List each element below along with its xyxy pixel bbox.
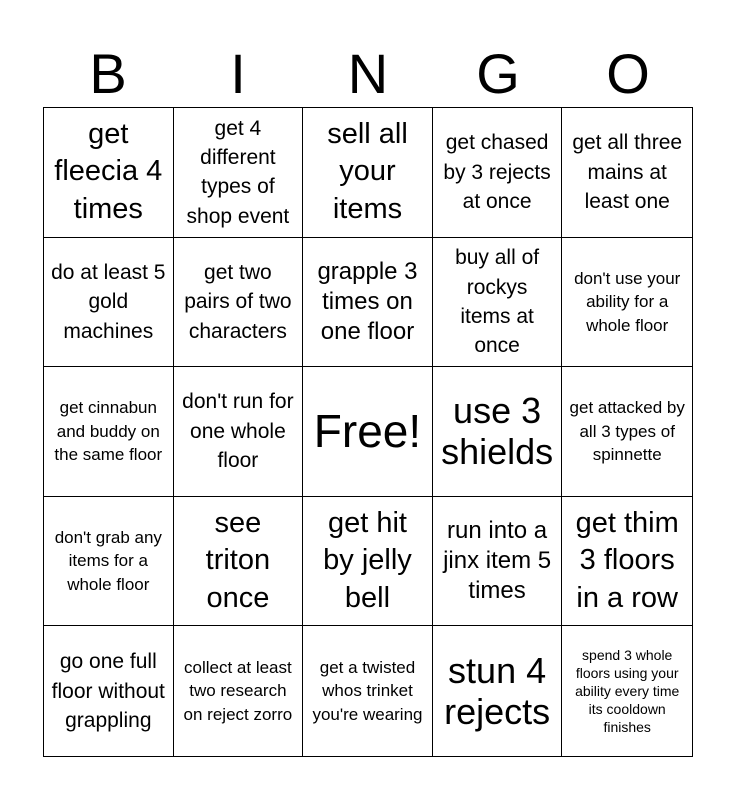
bingo-cell[interactable] xyxy=(174,238,304,368)
cell-text: go one full floor without grappling xyxy=(51,650,165,732)
bingo-cell[interactable] xyxy=(44,238,174,368)
bingo-header xyxy=(43,40,693,108)
header-letter-g: G xyxy=(476,42,520,105)
cell-text: get a twisted whos trinket you're wearing xyxy=(312,658,423,724)
cell-text: get cinnabun and buddy on the same floor xyxy=(54,398,163,465)
bingo-cell[interactable] xyxy=(562,367,692,497)
cell-text: stun 4 rejects xyxy=(444,649,551,733)
bingo-cell[interactable] xyxy=(44,108,174,238)
header-letter-o: O xyxy=(606,42,650,105)
cell-text: collect at least two research on reject zorro xyxy=(183,658,293,724)
cell-text: grapple 3 times on one floor xyxy=(317,257,418,345)
bingo-cell[interactable] xyxy=(303,497,433,627)
cell-text: get chased by 3 rejects at once xyxy=(443,131,551,213)
bingo-cell[interactable] xyxy=(433,367,563,497)
bingo-cell[interactable] xyxy=(303,108,433,238)
bingo-cell[interactable] xyxy=(433,238,563,368)
header-letter-i: I xyxy=(230,42,246,105)
bingo-cell[interactable] xyxy=(433,108,563,238)
cell-text: don't run for one whole floor xyxy=(182,390,294,473)
bingo-cell[interactable] xyxy=(44,626,174,756)
bingo-cell[interactable] xyxy=(174,497,304,627)
cell-text: spend 3 whole floors using your ability every time its cooldown finishes xyxy=(575,646,680,736)
bingo-cell[interactable] xyxy=(303,238,433,368)
header-letter-b: B xyxy=(89,42,127,105)
cell-text: get 4 different types of shop event xyxy=(186,116,290,228)
cell-text: do at least 5 gold machines xyxy=(51,260,166,343)
cell-text: don't use your ability for a whole floor xyxy=(574,268,681,335)
cell-text: don't grab any items for a whole floor xyxy=(54,527,162,594)
cell-text: use 3 shields xyxy=(441,390,554,473)
bingo-cell[interactable] xyxy=(562,497,692,627)
bingo-board xyxy=(43,107,693,757)
cell-text: get hit by jelly bell xyxy=(323,506,412,614)
free-space-text: Free! xyxy=(313,405,422,458)
bingo-cell[interactable] xyxy=(433,626,563,756)
bingo-cell[interactable] xyxy=(433,497,563,627)
bingo-cell[interactable] xyxy=(562,626,692,756)
bingo-cell[interactable] xyxy=(174,367,304,497)
cell-text: get thim 3 floors in a row xyxy=(575,506,679,614)
cell-text: get attacked by all 3 types of spinnette xyxy=(569,398,685,465)
bingo-cell[interactable] xyxy=(303,626,433,756)
cell-text: get all three mains at least one xyxy=(572,131,683,213)
bingo-cell[interactable] xyxy=(174,626,304,756)
cell-text: run into a jinx item 5 times xyxy=(443,517,552,605)
bingo-cell[interactable] xyxy=(44,497,174,627)
bingo-cell[interactable] xyxy=(44,367,174,497)
cell-text: get two pairs of two characters xyxy=(184,260,292,343)
bingo-cell[interactable] xyxy=(174,108,304,238)
cell-text: get fleecia 4 times xyxy=(54,117,163,226)
bingo-cell[interactable] xyxy=(562,108,692,238)
header-letter-n: N xyxy=(347,42,389,105)
cell-text: see triton once xyxy=(205,506,271,614)
cell-text: buy all of rockys items at once xyxy=(455,246,540,358)
bingo-cell[interactable] xyxy=(562,238,692,368)
free-space-cell[interactable] xyxy=(303,367,433,497)
cell-text: sell all your items xyxy=(327,117,408,226)
